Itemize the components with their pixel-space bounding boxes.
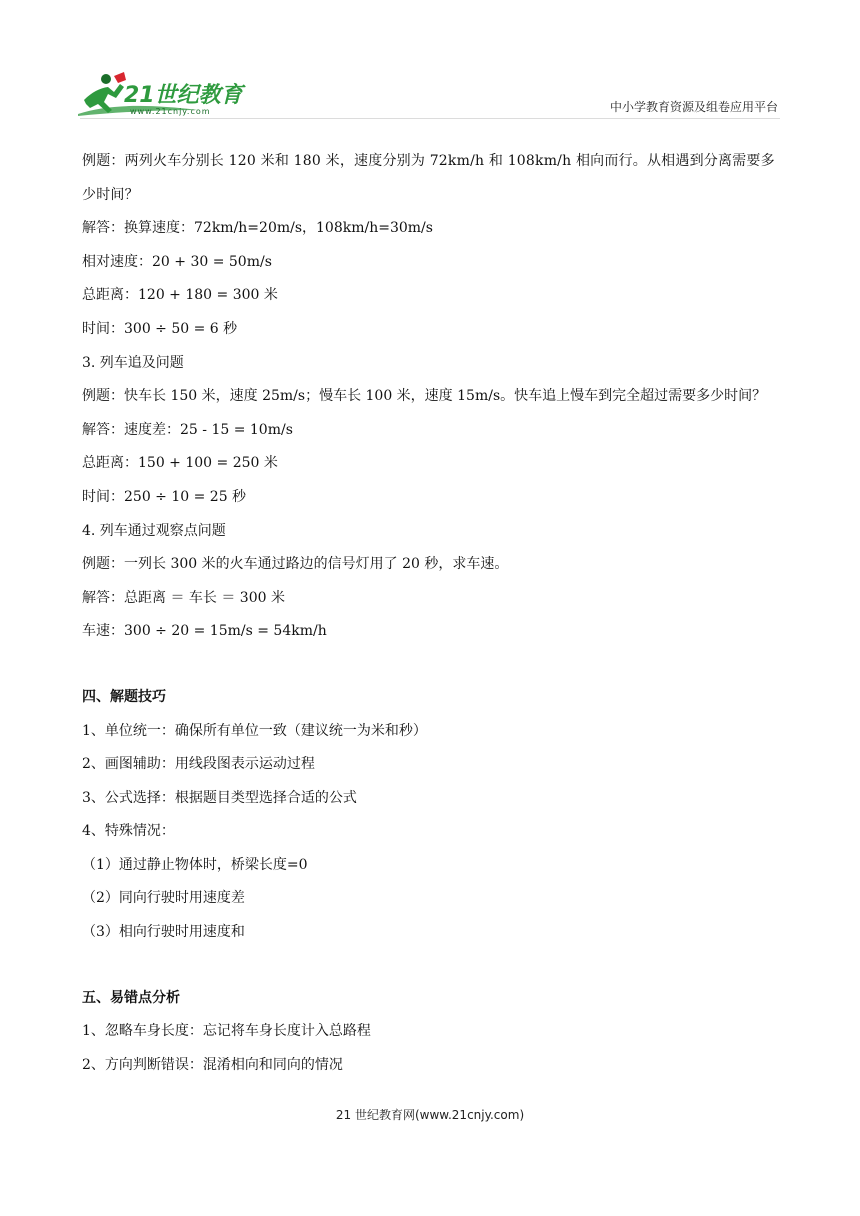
tips-line: 3、公式选择：根据题目类型选择合适的公式 [82, 789, 357, 806]
relative-answer-line: 解答：换算速度：72km/h=20m/s，108km/h=30m/s [82, 220, 433, 237]
tips-line: （3）相向行驶时用速度和 [82, 924, 245, 941]
section3-line: 例题：快车长 150 米，速度 25m/s；慢车长 100 米，速度 15m/s。快车追上慢车到完全超过需要多少时间？ [82, 388, 767, 405]
tips-line: （2）同向行驶时用速度差 [82, 890, 245, 907]
tips-heading: 四、解题技巧 [82, 688, 166, 705]
platform-text: 中小学教育资源及组卷应用平台 [609, 100, 778, 114]
site-logo [78, 70, 248, 118]
section-spacer [82, 649, 782, 681]
running-figure-icon [78, 70, 248, 118]
errors-line: 1、忽略车身长度：忘记将车身长度计入总路程 [82, 1023, 371, 1040]
relative-answer-line: 总距离：120 + 180 = 300 米 [82, 287, 278, 304]
relative-answer-line: 时间：300 ÷ 50 = 6 秒 [82, 320, 238, 337]
errors-heading: 五、易错点分析 [82, 989, 180, 1006]
section3-line: 时间：250 ÷ 10 = 25 秒 [82, 488, 247, 505]
tips-line: （1）通过静止物体时，桥梁长度=0 [82, 856, 308, 873]
logo-sub-text: www.21cnjy.com [130, 107, 211, 116]
section-spacer [82, 950, 782, 982]
section4-title: 4. 列车通过观察点问题 [82, 522, 226, 539]
page-footer: 21 世纪教育网(www.21cnjy.com) [335, 1108, 525, 1122]
header-divider [80, 118, 780, 119]
document-body [82, 145, 782, 1082]
relative-example-question: 例题：两列火车分别长 120 米和 180 米，速度分别为 72km/h 和 108km/h 相向而行。从相遇到分离需要多少时间？ [82, 153, 775, 203]
tips-line: 4、特殊情况： [82, 823, 175, 840]
errors-line: 2、方向判断错误：混淆相向和同向的情况 [82, 1056, 343, 1073]
relative-answer-line: 相对速度：20 + 30 = 50m/s [82, 253, 272, 270]
section4-line: 车速：300 ÷ 20 = 15m/s = 54km/h [82, 623, 327, 640]
section3-title: 3. 列车追及问题 [82, 354, 184, 371]
page-header [0, 0, 860, 120]
section3-line: 解答：速度差：25 - 15 = 10m/s [82, 421, 293, 438]
section4-line: 解答：总距离 ＝ 车长 ＝ 300 米 [82, 589, 285, 606]
tips-line: 1、单位统一：确保所有单位一致（建议统一为米和秒） [82, 722, 427, 739]
section4-line: 例题：一列长 300 米的火车通过路边的信号灯用了 20 秒，求车速。 [82, 556, 509, 573]
logo-main-text: 21世纪教育 [124, 83, 243, 108]
tips-line: 2、画图辅助：用线段图表示运动过程 [82, 756, 315, 773]
section3-line: 总距离：150 + 100 = 250 米 [82, 455, 278, 472]
